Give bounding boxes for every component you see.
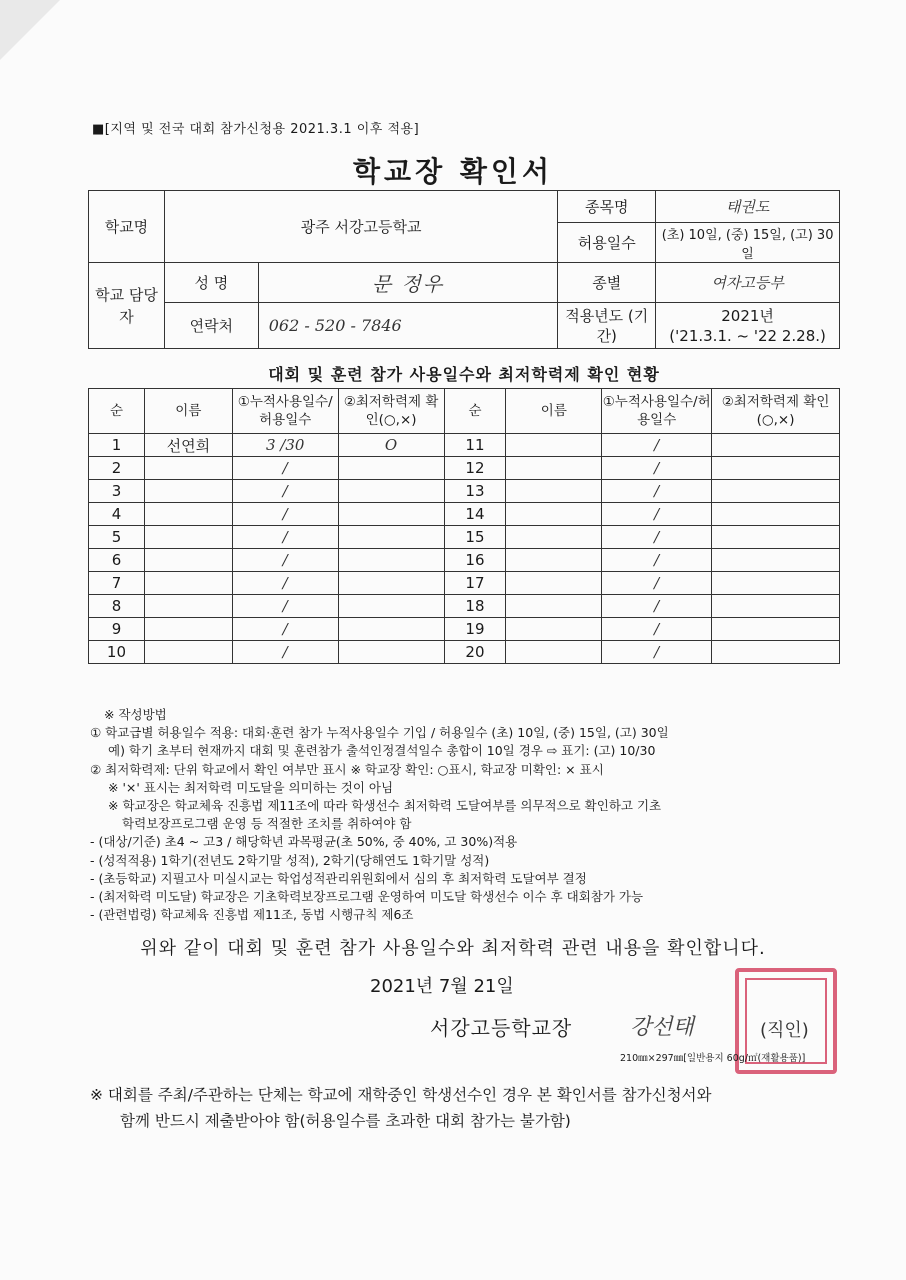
row-name-cell xyxy=(506,457,602,480)
row-name-cell xyxy=(506,480,602,503)
info-table xyxy=(88,190,840,349)
school-label: 학교명 xyxy=(89,191,165,263)
row-no-cell: 1 xyxy=(89,434,145,457)
row-days-cell: / xyxy=(232,526,338,549)
notes-heading: ※ 작성방법 xyxy=(104,707,167,722)
row-name-cell xyxy=(144,457,232,480)
contact-label: 연락처 xyxy=(164,303,258,349)
footer-line-2: 함께 반드시 제출받아야 함(허용일수를 초과한 대회 참가는 불가함) xyxy=(120,1112,571,1130)
manager-label: 학교 담당자 xyxy=(89,263,165,349)
table-row xyxy=(89,618,840,641)
note-2-a: ※ '×' 표시는 최저학력 미도달을 의미하는 것이 아님 xyxy=(108,779,394,795)
table-row xyxy=(89,457,840,480)
table-row xyxy=(89,434,840,457)
period-label: 적용년도 (기간) xyxy=(558,303,656,349)
row-days-cell: / xyxy=(232,480,338,503)
row-no-cell: 8 xyxy=(89,595,145,618)
row-no-cell: 12 xyxy=(444,457,506,480)
row-no-cell: 17 xyxy=(444,572,506,595)
document-title: 학교장 확인서 xyxy=(352,155,554,188)
row-minimum-cell xyxy=(712,457,840,480)
row-no-cell: 6 xyxy=(89,549,145,572)
row-days-cell: / xyxy=(232,457,338,480)
row-name-cell xyxy=(506,434,602,457)
row-days-cell: / xyxy=(602,549,712,572)
folded-corner xyxy=(0,0,60,60)
note-2: ② 최저학력제: 단위 학교에서 확인 여부만 표시 ※ 학교장 확인: ○표시, 학교장 미확인: × 표시 xyxy=(90,761,604,777)
row-minimum-cell xyxy=(338,641,444,664)
row-name-cell xyxy=(144,572,232,595)
row-minimum-cell xyxy=(712,480,840,503)
table-row xyxy=(89,595,840,618)
row-minimum-cell: O xyxy=(338,434,444,457)
detail-5: - (관련법령) 학교체육 진흥법 제11조, 동법 시행규칙 제6조 xyxy=(90,907,414,923)
row-minimum-cell xyxy=(338,572,444,595)
allowed-days-value: (초) 10일, (중) 15일, (고) 30일 xyxy=(656,223,840,263)
row-minimum-cell xyxy=(338,595,444,618)
allowed-days-label: 허용일수 xyxy=(558,223,656,263)
section-title: 대회 및 훈련 참가 사용일수와 최저학력제 확인 현황 xyxy=(268,365,660,384)
table-row xyxy=(89,549,840,572)
row-no-cell: 15 xyxy=(444,526,506,549)
detail-3: - (초등학교) 지필고사 미실시교는 학업성적관리위원회에서 심의 후 최저학력 도달여부 결정 xyxy=(90,870,587,886)
header-name-left: 이름 xyxy=(144,389,232,434)
row-days-cell: / xyxy=(602,572,712,595)
period-range: ('21.3.1. ~ '22 2.28.) xyxy=(669,326,826,345)
row-minimum-cell xyxy=(338,457,444,480)
detail-1: - (대상/기준) 초4 ~ 고3 / 해당학년 과목평균(초 50%, 중 40%, 고 30%)적용 xyxy=(90,834,518,850)
header-minimum-left: ②최저학력제 확인(○,×) xyxy=(338,389,444,434)
paper-spec: 210㎜×297㎜[일반용지 60g/㎡(재활용품)] xyxy=(620,1053,806,1064)
category-label: 종별 xyxy=(558,263,656,303)
row-days-cell: / xyxy=(602,503,712,526)
header-no-right: 순 xyxy=(444,389,506,434)
row-no-cell: 5 xyxy=(89,526,145,549)
row-minimum-cell xyxy=(712,503,840,526)
row-name-cell: 선연희 xyxy=(144,434,232,457)
row-name-cell xyxy=(144,595,232,618)
row-no-cell: 13 xyxy=(444,480,506,503)
row-days-cell: / xyxy=(232,503,338,526)
manager-name-signature: 문 정우 xyxy=(258,263,558,303)
row-days-cell: / xyxy=(602,618,712,641)
row-minimum-cell xyxy=(338,549,444,572)
contact-value: 062 - 520 - 7846 xyxy=(258,303,558,349)
header-minimum-right: ②최저학력제 확인(○,×) xyxy=(712,389,840,434)
confirmation-date: 2021년 7월 21일 xyxy=(370,976,514,997)
row-name-cell xyxy=(506,526,602,549)
footer-note xyxy=(90,1082,711,1134)
row-name-cell xyxy=(144,526,232,549)
row-minimum-cell xyxy=(338,526,444,549)
row-minimum-cell xyxy=(338,480,444,503)
row-no-cell: 20 xyxy=(444,641,506,664)
principal-title: 서강고등학교장 xyxy=(430,1016,573,1040)
row-name-cell xyxy=(506,572,602,595)
seal-label: (직인) xyxy=(760,1020,809,1041)
principal-signature: 강선태 xyxy=(630,1015,694,1040)
row-no-cell: 18 xyxy=(444,595,506,618)
header-days-right: ①누적사용일수/허용일수 xyxy=(602,389,712,434)
detail-4: - (최저학력 미도달) 학교장은 기초학력보장프로그램 운영하여 미도달 학생선수 이수 후 대회참가 가능 xyxy=(90,889,644,905)
row-days-cell: / xyxy=(232,572,338,595)
header-days-left: ①누적사용일수/허용일수 xyxy=(232,389,338,434)
header-note: ■[지역 및 전국 대회 참가신청용 2021.3.1 이후 적용] xyxy=(92,122,420,137)
row-name-cell xyxy=(144,503,232,526)
row-name-cell xyxy=(144,549,232,572)
note-2-b: ※ 학교장은 학교체육 진흥법 제11조에 따라 학생선수 최저학력 도달여부를 의무적으로 확인하고 기초 xyxy=(108,798,662,814)
row-no-cell: 11 xyxy=(444,434,506,457)
table-row xyxy=(89,641,840,664)
row-name-cell xyxy=(144,618,232,641)
row-days-cell: / xyxy=(602,595,712,618)
row-no-cell: 10 xyxy=(89,641,145,664)
detail-2: - (성적적용) 1학기(전년도 2학기말 성적), 2학기(당해연도 1학기말 성적) xyxy=(90,852,490,868)
note-1-example: 예) 학기 초부터 현재까지 대회 및 훈련참가 출석인정결석일수 총합이 10일 경우 ⇨ 표기: (고) 10/30 xyxy=(108,743,656,759)
row-name-cell xyxy=(506,595,602,618)
participation-table xyxy=(88,388,840,664)
row-minimum-cell xyxy=(712,595,840,618)
row-days-cell: / xyxy=(232,595,338,618)
row-minimum-cell xyxy=(712,641,840,664)
row-days-cell: / xyxy=(232,618,338,641)
event-label: 종목명 xyxy=(558,191,656,223)
row-name-cell xyxy=(506,641,602,664)
table-row xyxy=(89,526,840,549)
table-row xyxy=(89,480,840,503)
category-value: 여자고등부 xyxy=(656,263,840,303)
note-2-b-cont: 학력보장프로그램 운영 등 적절한 조치를 취하여야 함 xyxy=(122,816,412,832)
row-no-cell: 3 xyxy=(89,480,145,503)
table-row xyxy=(89,572,840,595)
footer-line-1: ※ 대회를 주최/주관하는 단체는 학교에 재학중인 학생선수인 경우 본 확인서를 참가신청서와 xyxy=(90,1086,712,1104)
header-no-left: 순 xyxy=(89,389,145,434)
school-value: 광주 서강고등학교 xyxy=(164,191,557,263)
confirmation-statement: 위와 같이 대회 및 훈련 참가 사용일수와 최저학력 관련 내용을 확인합니다. xyxy=(140,938,766,959)
row-name-cell xyxy=(506,618,602,641)
row-name-cell xyxy=(144,480,232,503)
row-days-cell: / xyxy=(602,457,712,480)
row-days-cell: / xyxy=(232,641,338,664)
row-minimum-cell xyxy=(712,434,840,457)
row-no-cell: 14 xyxy=(444,503,506,526)
row-minimum-cell xyxy=(338,618,444,641)
row-name-cell xyxy=(506,549,602,572)
event-value: 태권도 xyxy=(656,191,840,223)
row-no-cell: 4 xyxy=(89,503,145,526)
period-year: 2021년 xyxy=(721,306,774,325)
row-minimum-cell xyxy=(712,618,840,641)
row-minimum-cell xyxy=(338,503,444,526)
row-days-cell: / xyxy=(602,641,712,664)
row-days-cell: / xyxy=(232,549,338,572)
header-name-right: 이름 xyxy=(506,389,602,434)
row-no-cell: 19 xyxy=(444,618,506,641)
row-no-cell: 7 xyxy=(89,572,145,595)
writing-instructions xyxy=(90,706,850,924)
row-days-cell: / xyxy=(602,434,712,457)
row-minimum-cell xyxy=(712,549,840,572)
row-days-cell: / xyxy=(602,480,712,503)
row-days-cell: / xyxy=(602,526,712,549)
period-value xyxy=(656,303,840,349)
row-no-cell: 16 xyxy=(444,549,506,572)
row-name-cell xyxy=(506,503,602,526)
row-minimum-cell xyxy=(712,526,840,549)
row-no-cell: 2 xyxy=(89,457,145,480)
row-minimum-cell xyxy=(712,572,840,595)
row-days-cell: 3 /30 xyxy=(232,434,338,457)
row-name-cell xyxy=(144,641,232,664)
note-1: ① 학교급별 허용일수 적용: 대회·훈련 참가 누적사용일수 기입 / 허용일수 (초) 10일, (중) 15일, (고) 30일 xyxy=(90,725,669,741)
table-row xyxy=(89,503,840,526)
row-no-cell: 9 xyxy=(89,618,145,641)
name-label: 성 명 xyxy=(164,263,258,303)
